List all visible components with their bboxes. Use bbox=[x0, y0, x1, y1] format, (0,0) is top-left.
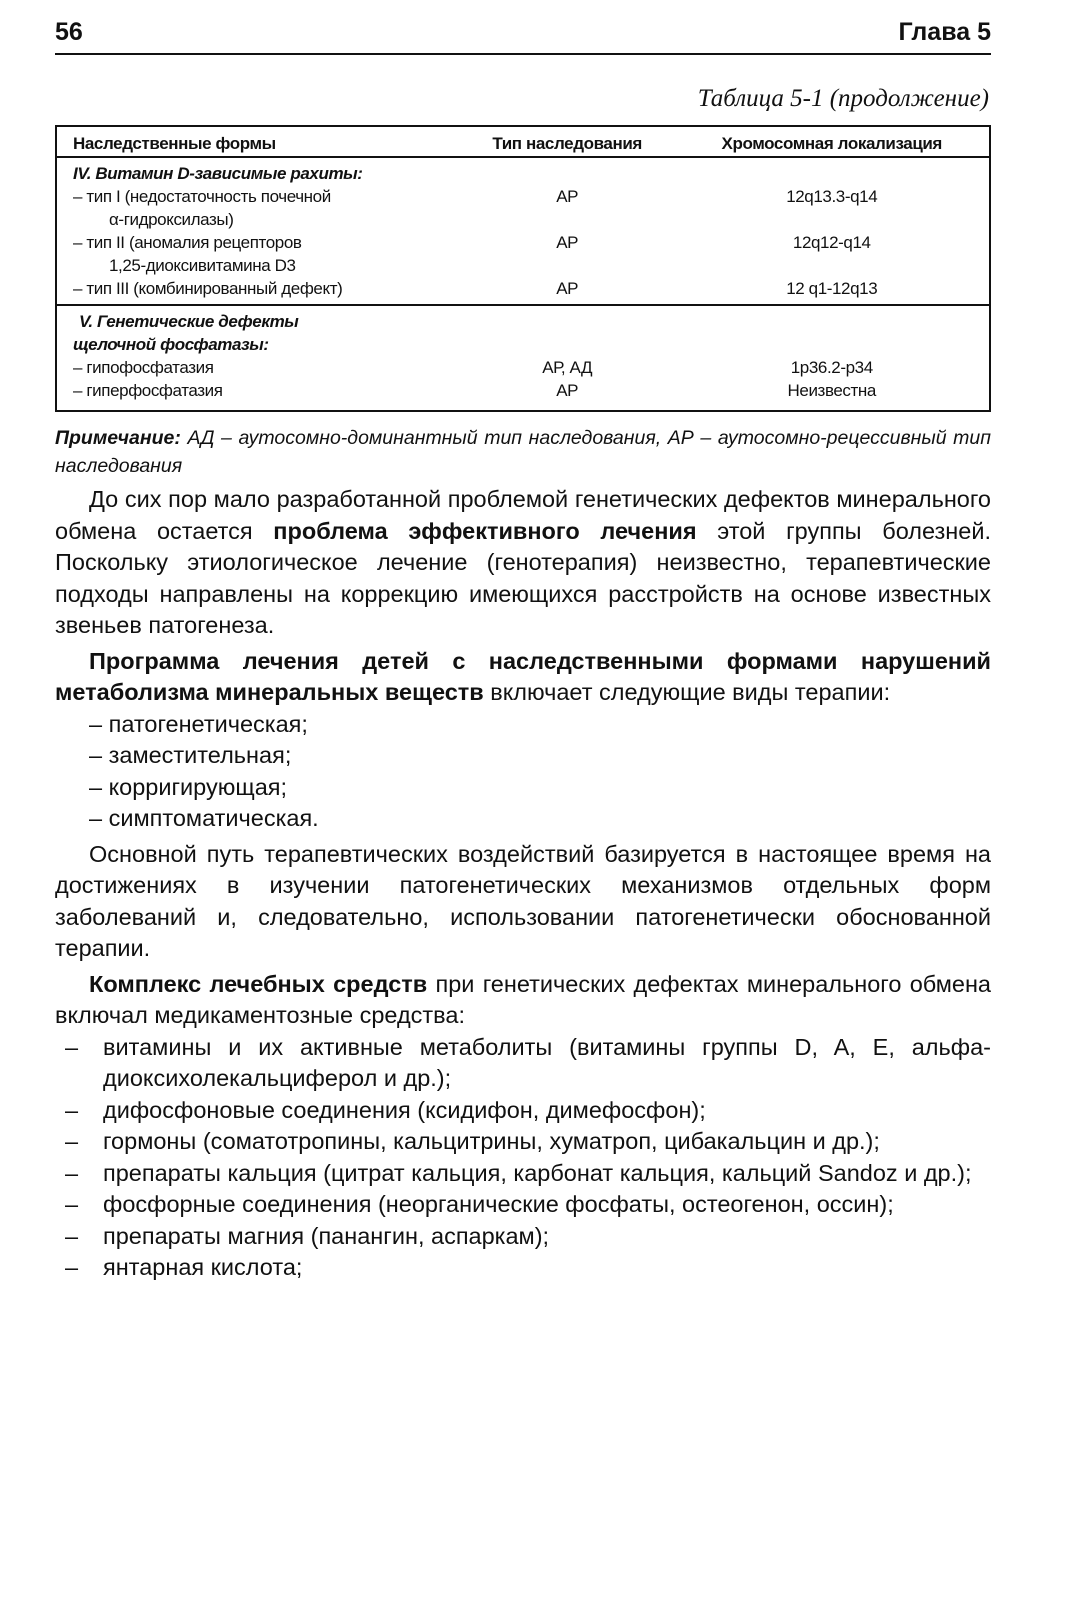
form-cell: – гиперфосфатазия bbox=[73, 381, 223, 400]
col-header-inheritance: Тип наследования bbox=[460, 126, 675, 157]
inheritance-cell: АР bbox=[556, 381, 579, 400]
localization-cell: 1p36.2-p34 bbox=[790, 358, 873, 377]
form-cell: – гипофосфатазия bbox=[73, 358, 214, 377]
list-item: – препараты магния (панангин, аспаркам); bbox=[65, 1222, 550, 1249]
list-item: – гормоны (соматотропины, кальцитрины, хуматроп, цибакальцин и др.); bbox=[65, 1128, 880, 1154]
list-item: – фосфорные соединения (неорганические фосфаты, остеогенон, оссин); bbox=[65, 1191, 894, 1217]
bold-phrase: проблема эффективного лечения bbox=[273, 517, 697, 544]
table-row bbox=[56, 379, 990, 411]
section-title-row bbox=[56, 305, 990, 356]
localization-cell: 12 q1-12q13 bbox=[786, 279, 878, 298]
main-text bbox=[55, 484, 991, 1284]
paragraph: Программа лечения детей с наследственными формами нарушений метаболизма минеральных веществ включает следующие виды терапии: bbox=[55, 647, 991, 705]
inheritance-cell: АР bbox=[556, 233, 579, 252]
drug-list bbox=[55, 1032, 991, 1284]
table-row bbox=[56, 185, 990, 231]
therapy-list bbox=[55, 709, 991, 835]
form-cell: – тип I (недостаточность почечной α-гидроксилазы) bbox=[73, 187, 331, 229]
list-item: – дифосфоновые соединения (ксидифон, димефосфон); bbox=[65, 1096, 706, 1123]
list-item: – патогенетическая; bbox=[89, 710, 308, 737]
heredity-table bbox=[55, 125, 991, 412]
table-row bbox=[56, 231, 990, 277]
localization-cell: 12q13.3-q14 bbox=[786, 187, 878, 206]
table-header-row bbox=[56, 126, 990, 157]
list-item: – янтарная кислота; bbox=[65, 1254, 303, 1280]
section-title: IV. Витамин D-зависимые рахиты: bbox=[73, 164, 363, 183]
bold-phrase: Комплекс лечебных средств bbox=[89, 970, 428, 997]
inheritance-cell: АР, АД bbox=[542, 358, 593, 377]
table-note bbox=[55, 424, 991, 480]
list-item: – корригирующая; bbox=[89, 773, 288, 800]
book-page bbox=[55, 18, 991, 1284]
col-header-localization: Хромосомная локализация bbox=[675, 126, 991, 157]
list-item: – симптоматическая. bbox=[89, 805, 319, 831]
list-item: – витамины и их активные метаболиты (витамины группы D, A, E, альфа-диоксихолекальциферол и др.); bbox=[65, 1033, 991, 1091]
section-title: V. Генетические дефекты щелочной фосфатазы: bbox=[56, 305, 460, 356]
table-caption: Таблица 5-1 (продолжение) bbox=[697, 85, 989, 112]
localization-cell: Неизвестна bbox=[787, 381, 876, 400]
chapter-title: Глава 5 bbox=[898, 18, 991, 46]
list-item: – заместительная; bbox=[89, 742, 292, 768]
form-cell: – тип II (аномалия рецепторов 1,25-диоксивитамина D3 bbox=[73, 233, 302, 275]
note-label: Примечание: bbox=[55, 427, 181, 449]
localization-cell: 12q12-q14 bbox=[792, 233, 871, 252]
page-number: 56 bbox=[55, 18, 83, 46]
inheritance-cell: АР bbox=[556, 187, 579, 206]
paragraph: Комплекс лечебных средств при генетических дефектах минерального обмена включал медикаментозные средства: bbox=[55, 970, 991, 1028]
inheritance-cell: АР bbox=[556, 279, 579, 298]
paragraph: До сих пор мало разработанной проблемой генетических дефектов минерального обмена остается проблема эффективного лечения этой группы болезней. Поскольку этиологическое лечение (генотерапия) неизвестно, терапевтические подходы направлены на коррекцию имеющихся расстройств на основе известных звеньев патогенеза. bbox=[55, 486, 991, 638]
paragraph: Основной путь терапевтических воздействий базируется в настоящее время на достижениях в изучении патогенетических механизмов отдельных форм заболеваний и, следовательно, использовании патогенетически обоснованной терапии. bbox=[55, 840, 991, 961]
table-row bbox=[56, 277, 990, 305]
bold-phrase: Программа лечения детей с наследственными формами нарушений метаболизма минеральных веществ bbox=[55, 647, 991, 705]
col-header-forms: Наследственные формы bbox=[56, 126, 460, 157]
section-title-row bbox=[56, 157, 990, 185]
note-text: АД – аутосомно-доминантный тип наследования, АР – аутосомно-рецессивный тип наследования bbox=[55, 427, 991, 477]
form-cell: – тип III (комбинированный дефект) bbox=[73, 279, 343, 298]
table-row bbox=[56, 356, 990, 379]
list-item: – препараты кальция (цитрат кальция, карбонат кальция, кальций Sandoz и др.); bbox=[65, 1159, 972, 1186]
page-header bbox=[55, 18, 991, 55]
